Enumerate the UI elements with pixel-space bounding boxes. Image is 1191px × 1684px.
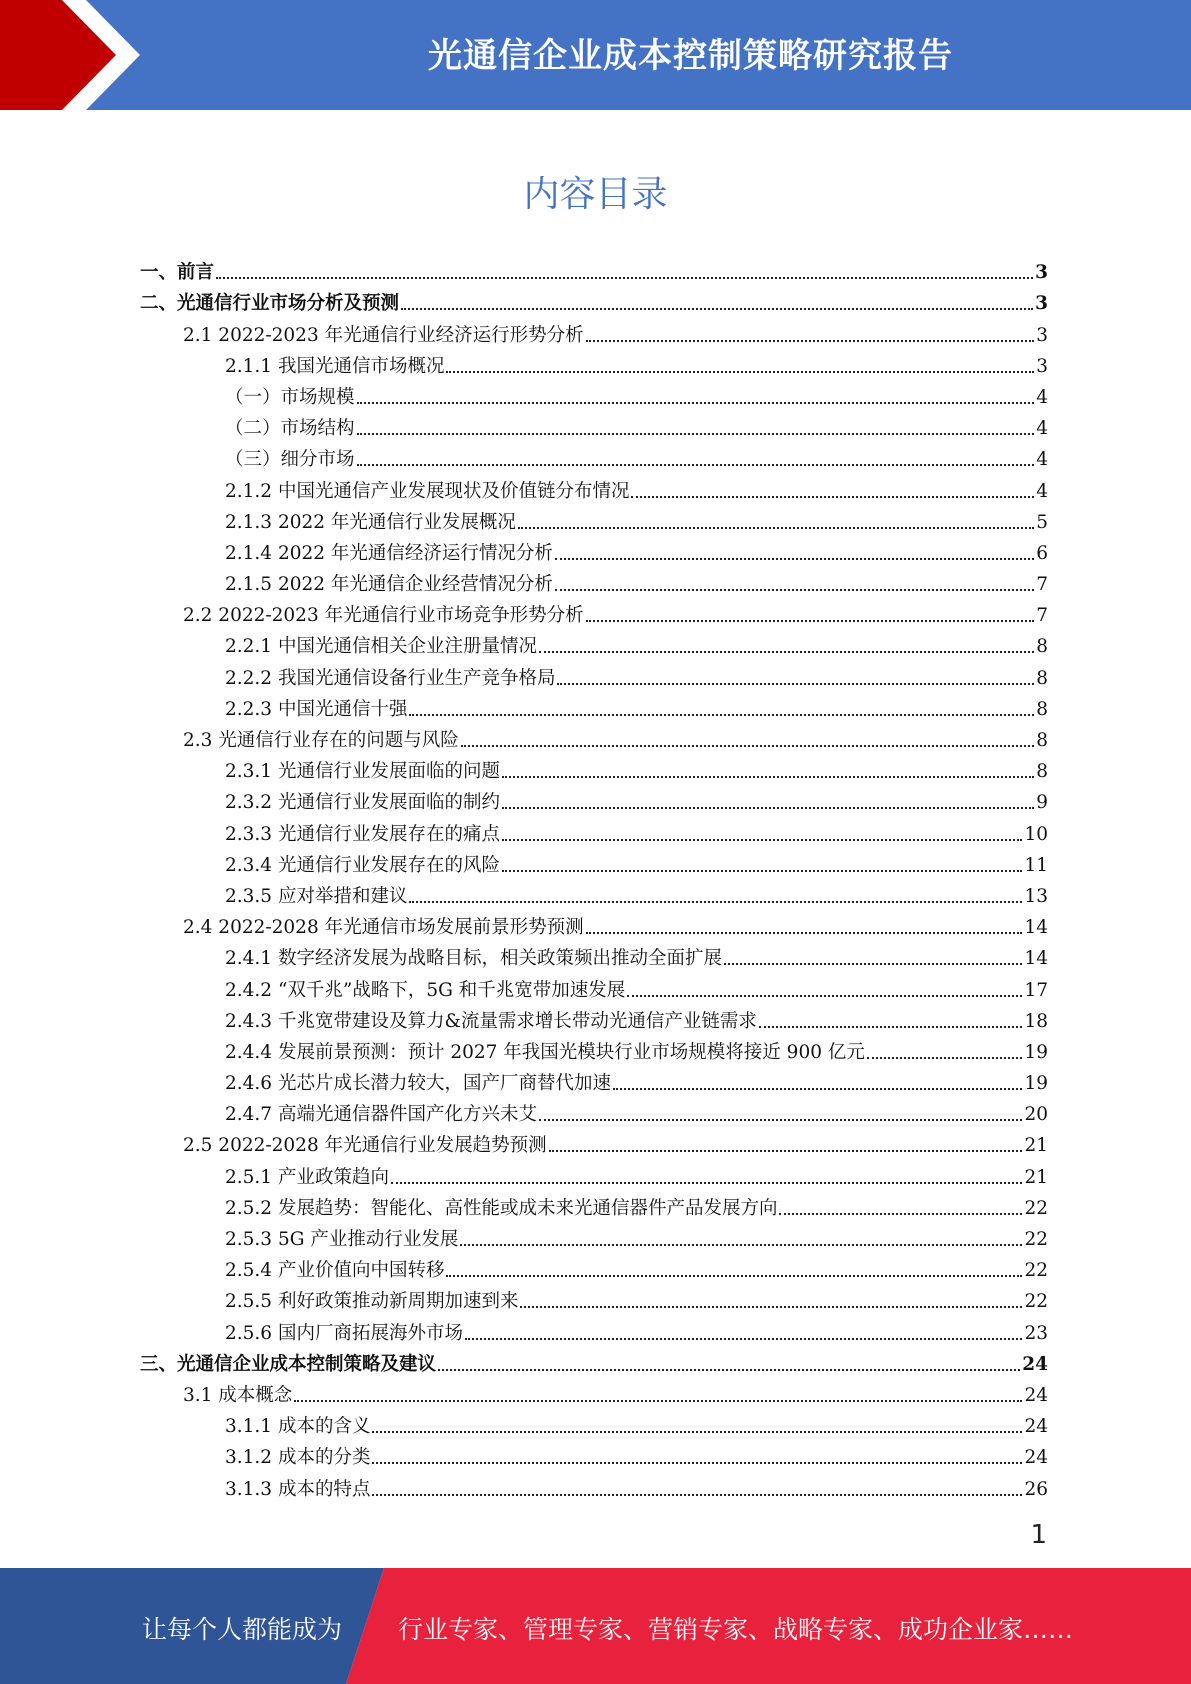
dot-leader (372, 1431, 1022, 1433)
toc-entry[interactable] (140, 1158, 1048, 1189)
toc-entry[interactable] (140, 628, 1048, 659)
toc-entry-page: 8 (1036, 730, 1048, 751)
dot-leader (502, 776, 1034, 778)
toc-entry[interactable] (140, 909, 1048, 940)
toc-entry-title: 2.3.4 光通信行业发展存在的风险 (225, 854, 500, 876)
toc-entry[interactable] (140, 597, 1048, 628)
toc-entry[interactable] (140, 878, 1048, 909)
toc-entry[interactable] (140, 1314, 1048, 1345)
toc-entry[interactable] (140, 971, 1048, 1002)
toc-entry-page: 24 (1024, 1384, 1048, 1406)
toc-entry-page: 10 (1024, 823, 1048, 845)
toc-entry-title: 2.1.4 2022 年光通信经济运行情况分析 (225, 542, 553, 564)
footer-slogan-left: 让每个人都能成为 (142, 1615, 343, 1644)
dot-leader (759, 1026, 1023, 1028)
toc-entry-page: 20 (1024, 1104, 1048, 1126)
toc-entry-title: （二）市场结构 (225, 418, 355, 440)
toc-entry-page: 14 (1024, 917, 1048, 939)
toc-entry[interactable] (140, 348, 1048, 379)
toc-entry-page: 23 (1024, 1322, 1048, 1344)
dot-leader (502, 839, 1022, 841)
dot-leader (867, 1057, 1023, 1059)
toc-entry[interactable] (140, 1065, 1048, 1096)
toc-entry-page: 17 (1024, 979, 1048, 1001)
toc-entry-title: 2.5.5 利好政策推动新周期加速到来 (225, 1291, 519, 1313)
toc-entry[interactable] (140, 254, 1048, 285)
toc-entry-page: 24 (1022, 1353, 1048, 1375)
toc-entry-page: 6 (1036, 542, 1048, 564)
dot-leader (502, 807, 1034, 809)
toc-entry[interactable] (140, 316, 1048, 347)
toc-entry-title: 2.4.2 “双千兆”战略下，5G 和千兆宽带加速发展 (225, 979, 626, 1001)
report-title: 光通信企业成本控制策略研究报告 (428, 36, 953, 76)
toc-entry-title: 2.2.3 中国光通信十强 (225, 698, 408, 720)
toc-entry[interactable] (140, 1470, 1048, 1501)
toc-entry-page: 3 (1035, 293, 1048, 315)
toc-entry-page: 26 (1024, 1478, 1048, 1500)
toc-entry-title: 三、光通信企业成本控制策略及建议 (140, 1353, 437, 1375)
toc-entry-page: 4 (1036, 480, 1048, 502)
toc-entry-title: 3.1.2 成本的分类 (225, 1447, 371, 1469)
header-band (0, 0, 1191, 110)
toc-entry-page: 4 (1036, 449, 1048, 471)
toc-entry-title: 2.4.6 光芯片成长潜力较大，国产厂商替代加速 (225, 1073, 611, 1095)
toc-entry-page: 21 (1024, 1166, 1048, 1188)
toc-entry-page: 3 (1036, 355, 1048, 377)
dot-leader (627, 995, 1022, 997)
toc-entry[interactable] (140, 472, 1048, 503)
dot-leader (216, 277, 1033, 279)
toc-entry-page: 8 (1036, 698, 1048, 720)
footer-band (0, 1568, 1191, 1684)
toc-entry[interactable] (140, 659, 1048, 690)
toc-entry-title: 二、光通信行业市场分析及预测 (140, 293, 400, 315)
toc-entry-page: 5 (1036, 511, 1048, 533)
toc-entry[interactable] (140, 1377, 1048, 1408)
toc-entry-title: 2.4.3 千兆宽带建设及算力&流量需求增长带动光通信产业链需求 (225, 1010, 757, 1032)
toc-entry[interactable] (140, 379, 1048, 410)
dot-leader (357, 433, 1035, 435)
dot-leader (539, 1119, 1022, 1121)
dot-leader (357, 464, 1035, 466)
dot-leader (438, 1369, 1020, 1371)
toc-entry[interactable] (140, 1003, 1048, 1034)
dot-leader (465, 1338, 1022, 1340)
toc-entry[interactable] (140, 1096, 1048, 1127)
toc-entry[interactable] (140, 940, 1048, 971)
toc-entry[interactable] (140, 722, 1048, 753)
dot-leader (294, 1400, 1022, 1402)
toc-entry-title: 2.5 2022-2028 年光通信行业发展趋势预测 (183, 1135, 547, 1157)
dot-leader (409, 901, 1022, 903)
dot-leader (357, 402, 1035, 404)
toc-entry[interactable] (140, 410, 1048, 441)
toc-entry[interactable] (140, 285, 1048, 316)
toc-heading: 内容目录 (523, 174, 668, 215)
toc-entry-title: 2.1.5 2022 年光通信企业经营情况分析 (225, 574, 553, 596)
toc-entry-title: 2.1.3 2022 年光通信行业发展概况 (225, 511, 516, 533)
toc-entry-title: 2.2.1 中国光通信相关企业注册量情况 (225, 636, 537, 658)
toc-entry-page: 24 (1024, 1416, 1048, 1438)
toc-entry[interactable] (140, 1127, 1048, 1158)
dot-leader (724, 963, 1022, 965)
toc-entry-title: 2.5.4 产业价值向中国转移 (225, 1260, 445, 1282)
dot-leader (461, 745, 1034, 747)
dot-leader (586, 620, 1035, 622)
toc-entry-page: 14 (1024, 948, 1048, 970)
toc-entry-page: 13 (1024, 885, 1048, 907)
toc-entry-page: 8 (1036, 761, 1048, 783)
dot-leader (518, 527, 1034, 529)
dot-leader (520, 1306, 1022, 1308)
toc-entry[interactable] (140, 753, 1048, 784)
toc-entry[interactable] (140, 1439, 1048, 1470)
dot-leader (401, 308, 1033, 310)
toc-entry[interactable] (140, 1034, 1048, 1065)
toc-entry[interactable] (140, 815, 1048, 846)
toc-entry-page: 22 (1024, 1291, 1048, 1313)
toc-entry[interactable] (140, 784, 1048, 815)
toc-entry-title: 2.3.2 光通信行业发展面临的制约 (225, 792, 500, 814)
dot-leader (409, 714, 1034, 716)
toc-entry[interactable] (140, 1190, 1048, 1221)
toc-entry-page: 11 (1024, 854, 1048, 876)
dot-leader (586, 932, 1023, 934)
dot-leader (372, 1494, 1022, 1496)
toc-entry-title: 2.3.3 光通信行业发展存在的痛点 (225, 823, 500, 845)
toc-entry-page: 22 (1024, 1197, 1048, 1219)
toc-entry-title: 2.5.3 5G 产业推动行业发展 (225, 1229, 459, 1250)
toc-entry-title: （三）细分市场 (225, 449, 355, 471)
toc-entry-page: 24 (1024, 1447, 1048, 1469)
toc-entry-page: 4 (1036, 418, 1048, 440)
dot-leader (631, 496, 1034, 498)
toc-entry-page: 3 (1036, 324, 1048, 346)
toc-entry-page: 3 (1035, 262, 1048, 284)
dot-leader (502, 870, 1022, 872)
toc-entry-title: 3.1 成本概念 (183, 1384, 293, 1406)
toc-entry-page: 22 (1024, 1229, 1048, 1250)
toc-entry-title: 2.1.1 我国光通信市场概况 (225, 355, 445, 377)
toc-entry-title: 2.3.5 应对举措和建议 (225, 885, 408, 907)
toc-entry[interactable] (140, 441, 1048, 472)
toc-entry-title: 2.4.1 数字经济发展为战略目标，相关政策频出推动全面扩展 (225, 948, 722, 970)
toc-entry-title: 2.2 2022-2023 年光通信行业市场竞争形势分析 (183, 605, 584, 627)
toc-entry-title: 2.1.2 中国光通信产业发展现状及价值链分布情况 (225, 480, 630, 502)
toc-entry-title: 一、前言 (140, 262, 215, 284)
toc-entry[interactable] (140, 691, 1048, 722)
toc-entry-title: 2.5.6 国内厂商拓展海外市场 (225, 1322, 463, 1344)
dot-leader (391, 1182, 1022, 1184)
table-of-contents (140, 254, 1048, 1502)
toc-entry[interactable] (140, 1283, 1048, 1314)
toc-entry-title: 2.5.2 发展趋势：智能化、高性能或成未来光通信器件产品发展方向 (225, 1197, 778, 1219)
toc-entry[interactable] (140, 566, 1048, 597)
toc-entry[interactable] (140, 847, 1048, 878)
dot-leader (557, 683, 1034, 685)
toc-entry[interactable] (140, 535, 1048, 566)
toc-entry-title: 2.4.4 发展前景预测：预计 2027 年我国光模块行业市场规模将接近 900 亿元 (225, 1041, 865, 1063)
toc-entry-page: 19 (1024, 1073, 1048, 1095)
toc-entry-page: 21 (1024, 1135, 1048, 1157)
toc-entry[interactable] (140, 504, 1048, 535)
dot-leader (549, 1150, 1023, 1152)
dot-leader (779, 1213, 1022, 1215)
toc-entry-page: 8 (1036, 636, 1048, 658)
toc-entry-title: 2.2.2 我国光通信设备行业生产竞争格局 (225, 667, 556, 689)
toc-entry-page: 18 (1024, 1010, 1048, 1032)
footer-slogan-right: 行业专家、管理专家、营销专家、战略专家、成功企业家…… (398, 1615, 1074, 1644)
toc-entry-page: 22 (1024, 1260, 1048, 1282)
dot-leader (446, 1275, 1022, 1277)
toc-entry[interactable] (140, 1408, 1048, 1439)
dot-leader (555, 589, 1034, 591)
toc-entry-page: 4 (1036, 386, 1048, 408)
toc-entry[interactable] (140, 1221, 1048, 1252)
toc-entry-page: 7 (1036, 605, 1048, 627)
toc-entry-title: 2.1 2022-2023 年光通信行业经济运行形势分析 (183, 324, 584, 346)
dot-leader (555, 558, 1034, 560)
toc-entry-title: （一）市场规模 (225, 386, 355, 408)
toc-entry-title: 2.3 光通信行业存在的问题与风险 (183, 730, 459, 751)
dot-leader (460, 1244, 1022, 1246)
toc-entry-title: 3.1.1 成本的含义 (225, 1416, 371, 1438)
toc-entry-title: 2.4.7 高端光通信器件国产化方兴未艾 (225, 1104, 537, 1126)
toc-entry-page: 7 (1036, 574, 1048, 596)
toc-entry-title: 2.5.1 产业政策趋向 (225, 1166, 389, 1188)
page-number: 1 (1030, 1520, 1047, 1550)
toc-entry-title: 2.3.1 光通信行业发展面临的问题 (225, 761, 500, 783)
toc-entry[interactable] (140, 1252, 1048, 1283)
toc-entry-page: 8 (1036, 667, 1048, 689)
dot-leader (539, 651, 1034, 653)
toc-entry-page: 19 (1024, 1041, 1048, 1063)
toc-entry-title: 2.4 2022-2028 年光通信市场发展前景形势预测 (183, 917, 584, 939)
toc-entry[interactable] (140, 1346, 1048, 1377)
dot-leader (372, 1462, 1022, 1464)
toc-entry-page: 9 (1036, 792, 1048, 814)
toc-entry-title: 3.1.3 成本的特点 (225, 1478, 371, 1500)
chevron-icon (0, 0, 150, 110)
dot-leader (613, 1088, 1022, 1090)
dot-leader (586, 340, 1035, 342)
dot-leader (446, 371, 1034, 373)
